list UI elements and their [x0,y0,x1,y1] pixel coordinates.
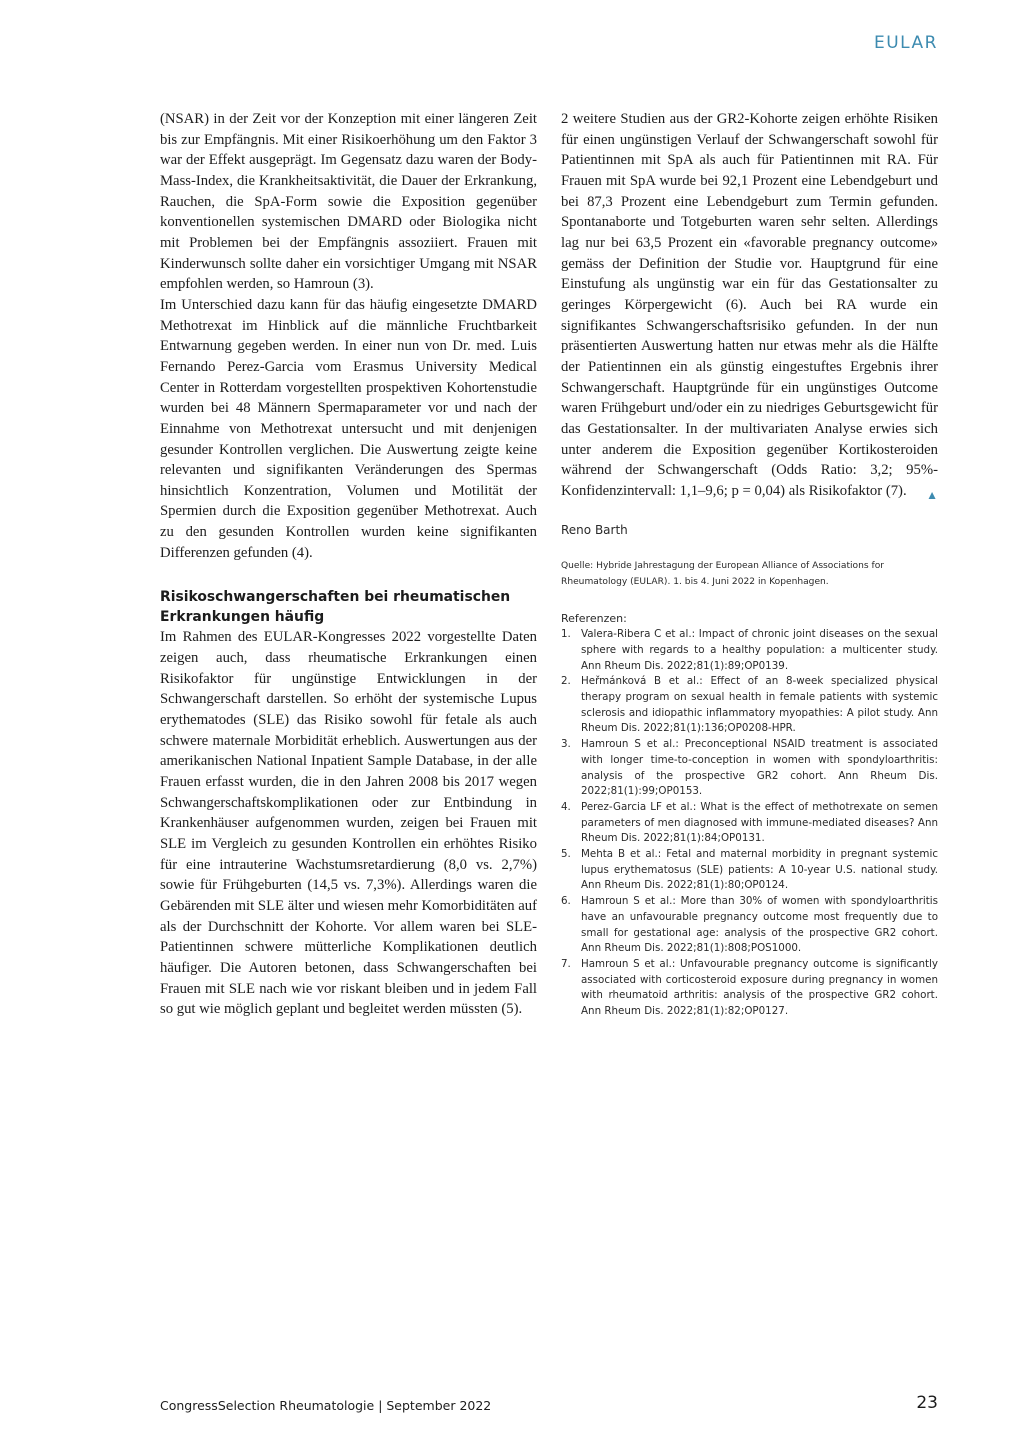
reference-text: Perez-Garcia LF et al.: What is the effect of methotrexate on semen parameters of men diagnosed with immune-mediated diseases? Ann Rheum Dis. 2022;81(1):84;OP0131. [581,800,938,845]
section-heading: Risikoschwangerschaften bei rheumatischen Erkrankungen häufig [160,589,511,626]
body-paragraph [561,109,938,501]
section-tag: EULAR [874,33,938,53]
body-paragraph: Im Rahmen des EULAR-Kongresses 2022 vorgestellte Daten zeigen auch, dass rheumatische Erkrankungen einen Risikofaktor für ungünstige Entwicklungen in der Schwangerschaft darstellen. So erhöht der systemische Lupus erythematodes (SLE) das Risiko sowohl für fetale als auch schwere maternale Morbidität erheblich. Auswertungen aus der amerikanischen National Inpatient Sample Database, in der alle Frauen erfasst wurden, die in den Jahren 2008 bis 2017 wegen Schwangerschaftskomplikationen oder zur Entbindung in Krankenhäuser aufgenommen wurden, zeigen bei Frauen mit SLE im Vergleich zu gesunden Kontrollen ein erhöhtes Risiko für eine intrauterine Wachstumsretardierung (8,0 vs. 2,7%) sowie für Frühgeburten (14,5 vs. 7,3%). Allerdings waren die Gebärenden mit SLE älter und wiesen mehr Komorbiditäten auf als der Durchschnitt der Kohorte. Vor allem waren bei SLE-Patientinnen schwere mütterliche Komplikationen deutlich häufiger. Die Autoren betonen, dass Schwangerschaften bei Frauen mit SLE nach wie vor riskant bleiben und in jedem Fall so gut wie möglich geplant und begleitet werden müssten (5). [160,629,537,1018]
body-paragraph: Im Unterschied dazu kann für das häufig eingesetzte DMARD Methotrexat im Hinblick auf die männliche Fruchtbarkeit Entwarnung gegeben werden. In einer nun von Dr. med. Luis Fernando Perez-Garcia vom Erasmus University Medical Center in Rotterdam vorgestellten prospektiven Kohortenstudie wurden bei 48 Männern Spermaparameter vor und nach der Einnahme von Methotrexat untersucht und mit denjenigen gesunder Kontrollen verglichen. Die Auswertung zeigte keine relevanten und signifikanten Veränderungen des Spermas hinsichtlich Konzentration, Volumen und Motilität der Spermien durch die Exposition gegenüber Methotrexat. Auch zu den gesunden Kontrollen wurden keine signifikanten Differenzen gefunden (4). [160,296,537,561]
reference-item [561,800,938,847]
reference-text: Hamroun S et al.: More than 30% of women with spondyloarthritis have an unfavourable pregnancy outcome most frequently due to small for gestational age: analysis of the prospective GR2 cohort. Ann Rheum Dis. 2022;81(1):808;POS1000. [581,895,938,955]
reference-number: 4. [561,800,571,813]
reference-text: Valera-Ribera C et al.: Impact of chronic joint diseases on the sexual sphere with regards to a healthy population: a multicenter study. Ann Rheum Dis. 2022;81(1):89;OP0139. [581,628,938,672]
reference-item [561,737,938,800]
body-paragraph-text: 2 weitere Studien aus der GR2-Kohorte zeigen erhöhte Risiken für einen ungünstigen Verlauf der Schwangerschaft sowohl für Patientinnen mit SpA als auch für Patientinnen mit RA. Für Frauen mit SpA wurde bei 92,1 Prozent eine Lebendgeburt und bei 87,3 Prozent eine Lebendgeburt zum Termin gefunden. Spontanaborte und Totgeburten waren sehr selten. Allerdings lag nur bei 63,5 Prozent ein «favorable pregnancy outcome» gemäss der Definition der Studie vor. Hauptgrund für eine Einstufung als ungünstig war ein für das Gestationsalter zu geringes Körpergewicht (6). Auch bei RA wurde ein signifikantes Schwangerschaftsrisiko gefunden. In der nun präsentierten Auswertung hatten nur etwas mehr als die Hälfte der Patientinnen ein als günstig eingestuftes Ergebnis ihrer Schwangerschaft. Hauptgründe für ein ungünstiges Outcome waren Frühgeburt und/oder ein zu niedriges Geburtsgewicht für das Gestationsalter. In der multivariaten Analyse erwies sich unter anderem die Exposition gegenüber Kortikosteroiden während der Schwangerschaft (Odds Ratio: 3,2; 95%-Konfidenzintervall: 1,1–9,6; p = 0,04) als Risikofaktor (7). [561,111,938,499]
reference-item [561,957,938,1020]
reference-text: Mehta B et al.: Fetal and maternal morbidity in pregnant systemic lupus erythematosus (SLE) patients: A 10-year U.S. national study. Ann Rheum Dis. 2022;81(1):80;OP0124. [581,848,938,892]
right-column [561,109,938,1020]
reference-item [561,847,938,894]
end-of-article-icon: ▲ [926,487,938,502]
reference-item [561,894,938,957]
reference-number: 2. [561,675,571,688]
publication-footer: CongressSelection Rheumatologie | September 2022 [160,1398,492,1413]
references-title: Referenzen: [561,612,627,626]
reference-item [561,627,938,674]
source-note: Quelle: Hybride Jahrestagung der European Alliance of Associations for Rheumatology (EULAR). 1. bis 4. Juni 2022 in Kopenhagen. [561,561,885,588]
reference-number: 1. [561,628,571,641]
reference-text: Heřmánková B et al.: Effect of an 8-week specialized physical therapy program on sexual health in female patients with systemic sclerosis and idiopathic inflammatory myopathies: A pilot study. Ann Rheum Dis. 2022;81(1):136;OP0208-HPR. [581,675,938,735]
author-name: Reno Barth [561,523,628,538]
reference-text: Hamroun S et al.: Unfavourable pregnancy outcome is significantly associated with corticosteroid exposure during pregnancy in women with rheumatoid arthritis: analysis of the prospective GR2 cohort. Ann Rheum Dis. 2022;81(1):82;OP0127. [581,957,938,1018]
reference-number: 7. [561,957,571,970]
body-paragraph: (NSAR) in der Zeit vor der Konzeption mit einer längeren Zeit bis zur Empfängnis. Mit einer Risikoerhöhung um den Faktor 3 war der Effekt ausgeprägt. Im Gegensatz dazu waren der Body-Mass-Index, die Krankheitsaktivität, die Dauer der Erkrankung, Rauchen, die SpA-Form sowie die Exposition gegenüber konventionellen systemischen DMARD oder Biologika nicht mit Problemen bei der Empfängnis assoziiert. Frauen mit Kinderwunsch sollte daher ein vorsichtiger Umgang mit NSAR empfohlen werden, so Hamroun (3). [160,111,537,293]
reference-text: Hamroun S et al.: Preconceptional NSAID treatment is associated with longer time-to-conception in women with spondyloarthritis: analysis of the prospective GR2 cohort. Ann Rheum Dis. 2022;81(1):99;OP0153. [581,738,938,798]
reference-item [561,674,938,737]
references-list [561,627,938,1020]
page-number: 23 [916,1393,938,1413]
reference-number: 5. [561,848,571,861]
left-column [160,109,537,1020]
reference-number: 6. [561,895,571,908]
reference-number: 3. [561,738,571,751]
